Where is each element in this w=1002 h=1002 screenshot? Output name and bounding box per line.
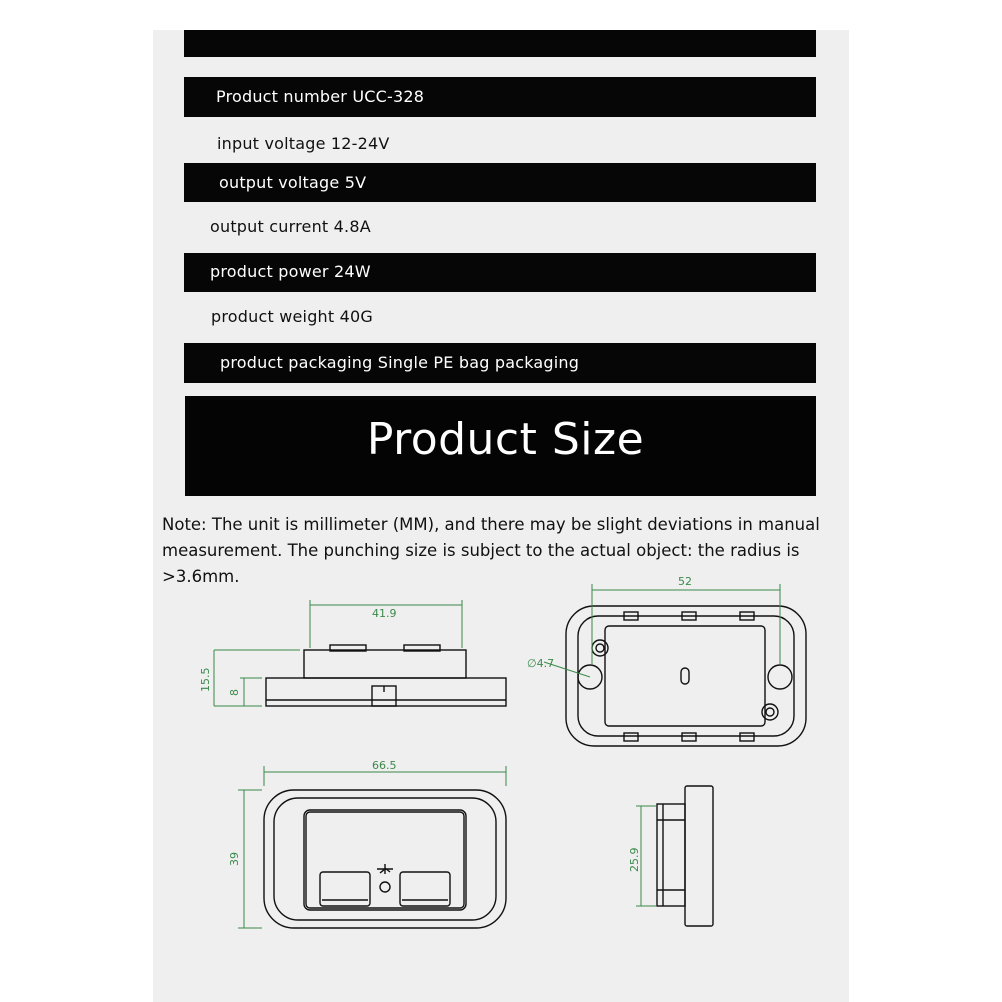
measurement-note: Note: The unit is millimeter (MM), and there may be slight deviations in manual measurement. The punching size is subject to the actual object: the radius is >3.6mm. xyxy=(162,515,820,586)
dim-hole-diameter: ∅4.7 xyxy=(527,657,555,670)
dim-side-height-base: 8 xyxy=(228,689,241,696)
product-packaging-text: product packaging Single PE bag packaging xyxy=(220,353,580,372)
input-voltage-text: input voltage 12-24V xyxy=(217,134,390,153)
back-view-drawing xyxy=(566,606,806,746)
dim-side-width: 41.9 xyxy=(372,607,397,620)
profile-view-drawing xyxy=(657,786,713,926)
output-voltage-text: output voltage 5V xyxy=(219,173,367,192)
side-view-dimensions xyxy=(214,600,462,706)
product-size-title: Product Size xyxy=(366,414,645,465)
front-view-drawing xyxy=(264,790,506,928)
product-number-text: Product number UCC-328 xyxy=(216,87,425,106)
output-current-text: output current 4.8A xyxy=(210,217,371,236)
dim-side-height-total: 15.5 xyxy=(199,667,212,692)
product-power-text: product power 24W xyxy=(210,262,371,281)
dim-front-width: 66.5 xyxy=(372,759,397,772)
product-weight-text: product weight 40G xyxy=(211,307,374,326)
dim-front-height: 39 xyxy=(228,852,241,866)
dim-back-width: 52 xyxy=(678,575,692,588)
side-view-drawing xyxy=(266,645,506,706)
dim-profile-height: 25.9 xyxy=(628,847,641,872)
